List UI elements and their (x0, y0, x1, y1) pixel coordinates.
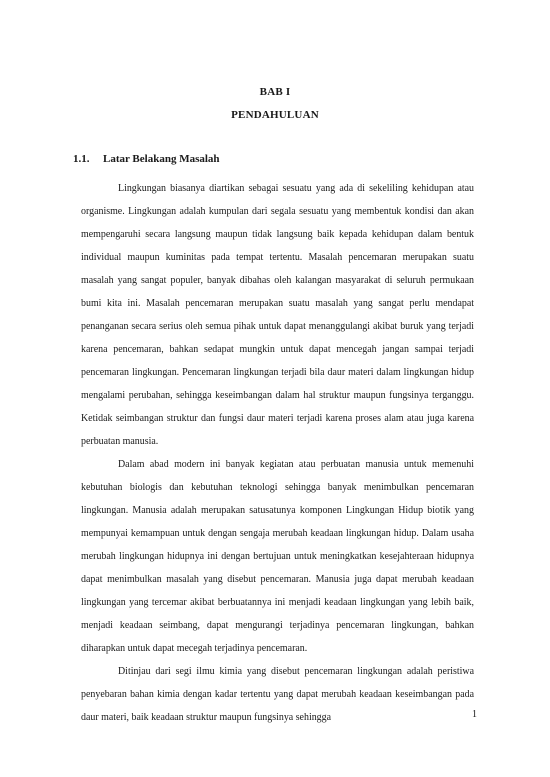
section-heading (73, 153, 220, 165)
chapter-number: BAB I (259, 86, 291, 98)
paragraph-2: Dalam abad modern ini banyak kegiatan atau perbuatan manusia untuk memenuhi kebutuhan biologis dan kebutuhan teknologi sehingga banyak menimbulkan pencemaran lingkungan. Manusia adalah merupakan satusatunya komponen Lingkungan Hidup biotik yang mempunyai kemampuan untuk dengan sengaja merubah keadaan lingkungan hidup. Dalam usaha merubah lingkungan hidupnya ini dengan bertujuan untuk meningkatkan kesejahteraan hidupnya dapat menimbulkan masalah yang disebut pencemaran. Manusia juga dapat merubah keadaan lingkungan yang tercemar akibat berbuatannya ini menjadi keadaan lingkungan yang lebih baik, menjadi keadaan seimbang, dapat mengurangi terjadinya pencemaran lingkungan, bahkan diharapkan untuk dapat mecegah terjadinya pencemaran. (81, 459, 474, 654)
paragraph-3: Ditinjau dari segi ilmu kimia yang disebut pencemaran lingkungan adalah peristiwa penyebaran bahan kimia dengan kadar tertentu yang dapat merubah keadaan keseimbangan pada daur materi, baik keadaan struktur maupun fungsinya sehingga (81, 666, 474, 723)
chapter-title: PENDAHULUAN (231, 109, 319, 121)
section-number: 1.1. (73, 153, 90, 165)
body-text (81, 177, 474, 729)
page-number: 1 (472, 709, 477, 720)
paragraph-1: Lingkungan biasanya diartikan sebagai sesuatu yang ada di sekeliling kehidupan atau organisme. Lingkungan adalah kumpulan dari segala sesuatu yang membentuk kondisi dan akan mempengaruhi secara langsung maupun tidak langsung baik kepada kehidupan dalam bentuk individual maupun kuminitas pada tempat tertentu. Masalah pencemaran merupakan suatu masalah yang sangat populer, banyak dibahas oleh kalangan masyarakat di seluruh permukaan bumi kita ini. Masalah pencemaran merupakan suatu masalah yang sangat perlu mendapat penanganan secara serius oleh semua pihak untuk dapat menanggulangi akibat buruk yang terjadi karena pencemaran, bahkan sedapat mungkin untuk dapat mencegah jangan sampai terjadi pencemaran lingkungan. Pencemaran lingkungan terjadi bila daur materi dalam lingkungan hidup mengalami perubahan, sehingga keseimbangan dalam hal struktur maupun fungsinya terganggu. Ketidak seimbangan struktur dan fungsi daur materi terjadi karena proses alam atau juga karena perbuatan manusia. (81, 183, 474, 447)
section-title: Latar Belakang Masalah (103, 153, 220, 165)
